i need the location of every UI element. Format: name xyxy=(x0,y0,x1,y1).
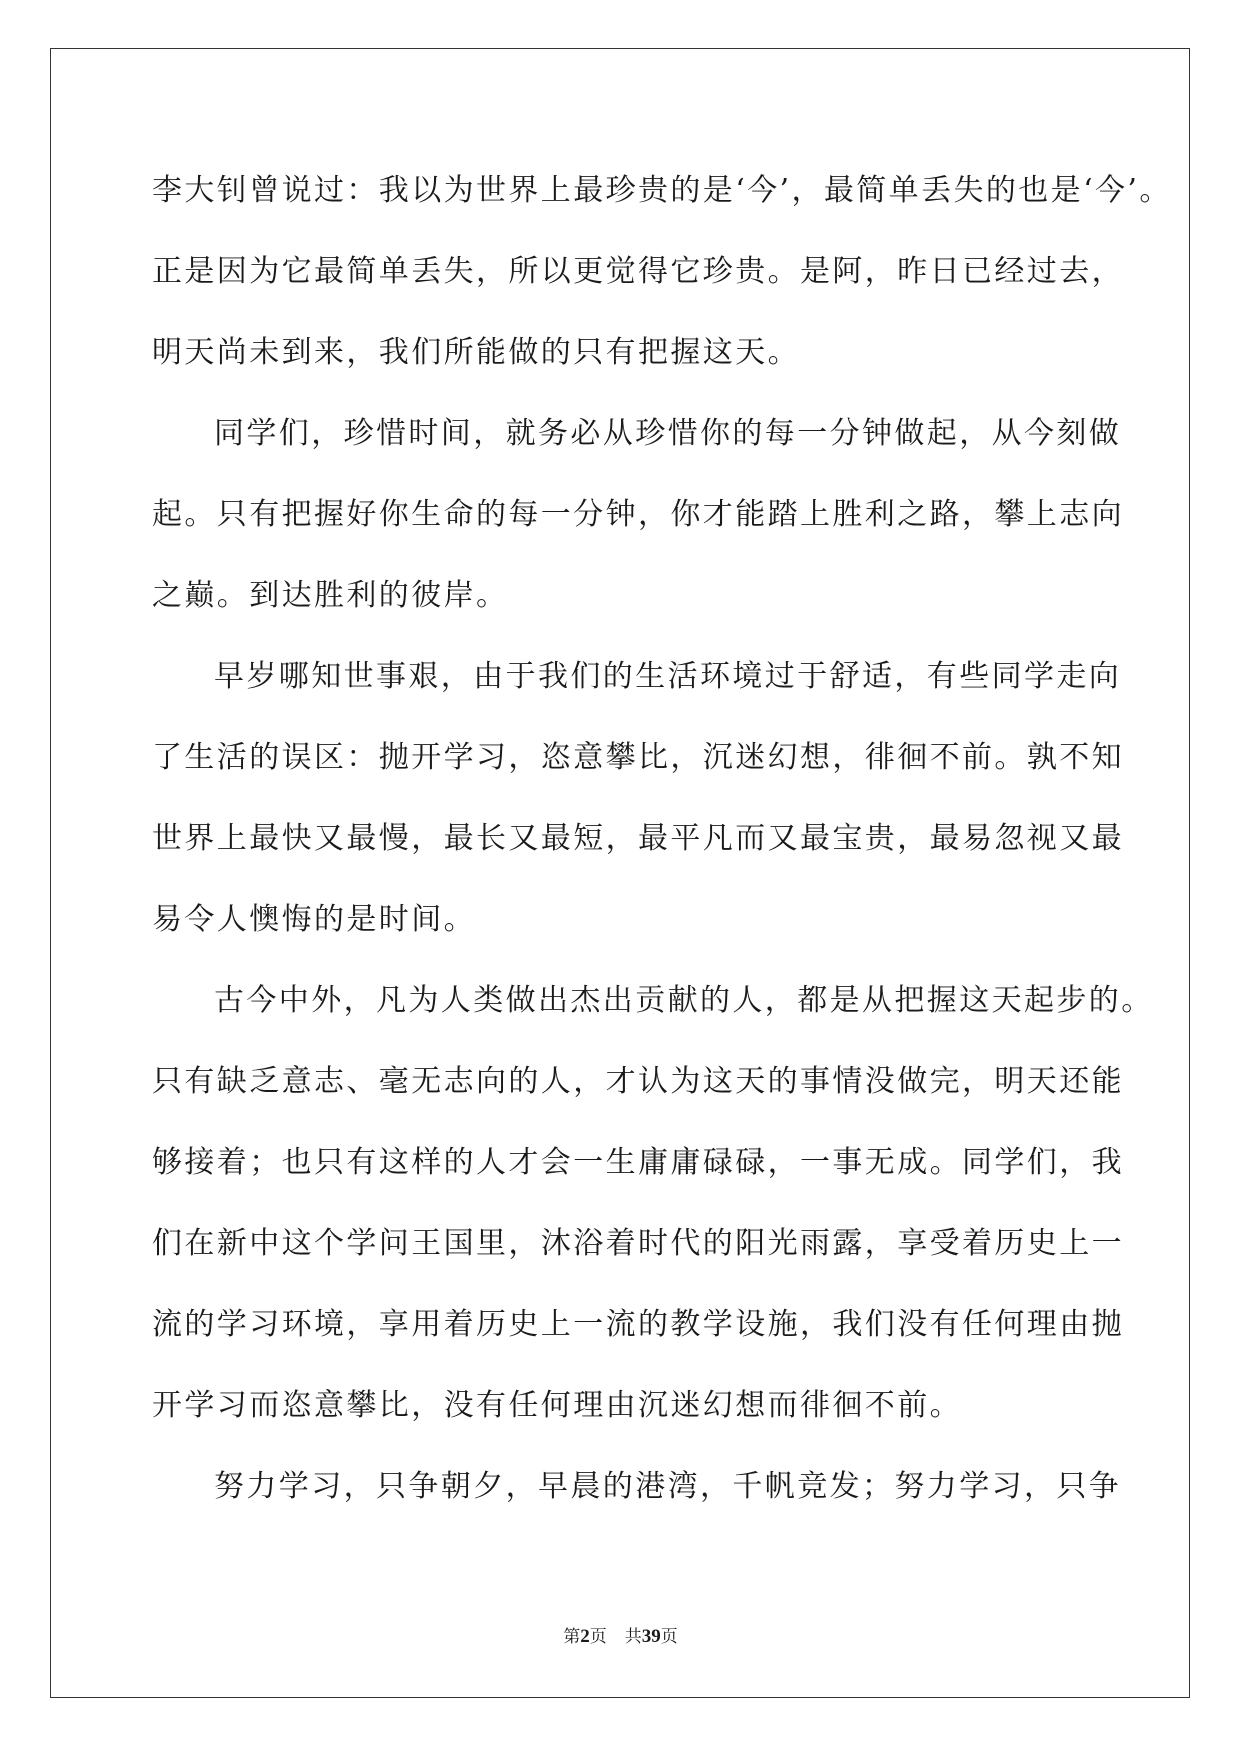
text-line: 正是因为它最简单丢失，所以更觉得它珍贵。是阿，昨日已经过去， xyxy=(152,254,1124,289)
page-number: 2 xyxy=(580,1626,590,1647)
paragraph-start-line: 努力学习，只争朝夕，早晨的港湾，千帆竞发；努力学习，只争 xyxy=(214,1469,1122,1504)
text-line: 开学习而恣意攀比，没有任何理由沉迷幻想而徘徊不前。 xyxy=(152,1388,962,1423)
total-suffix: 页 xyxy=(660,1627,678,1647)
text-line: 起。只有把握好你生命的每一分钟，你才能踏上胜利之路，攀上志向 xyxy=(152,497,1124,532)
document-body xyxy=(152,150,1172,1527)
text-line: 够接着；也只有这样的人才会一生庸庸碌碌，一事无成。同学们，我 xyxy=(152,1145,1124,1180)
page-suffix: 页 xyxy=(589,1627,607,1647)
total-prefix: 共 xyxy=(624,1627,642,1647)
text-line: 世界上最快又最慢，最长又最短，最平凡而又最宝贵，最易忽视又最 xyxy=(152,821,1124,856)
paragraph-start-line: 早岁哪知世事艰，由于我们的生活环境过于舒适，有些同学走向 xyxy=(214,659,1122,694)
total-pages: 39 xyxy=(641,1626,661,1647)
text-line: 李大钊曾说过：我以为世界上最珍贵的是‘今’，最简单丢失的也是‘今’。 xyxy=(152,173,1172,208)
text-line: 们在新中这个学问王国里，沐浴着时代的阳光雨露，享受着历史上一 xyxy=(152,1226,1124,1261)
text-line: 只有缺乏意志、毫无志向的人，才认为这天的事情没做完，明天还能 xyxy=(152,1064,1124,1099)
paragraph-start-line: 同学们，珍惜时间，就务必从珍惜你的每一分钟做起，从今刻做 xyxy=(214,416,1122,451)
paragraph-start-line: 古今中外，凡为人类做出杰出贡献的人，都是从把握这天起步的。 xyxy=(214,983,1154,1018)
text-line: 明天尚未到来，我们所能做的只有把握这天。 xyxy=(152,335,800,370)
text-line: 流的学习环境，享用着历史上一流的教学设施，我们没有任何理由抛 xyxy=(152,1307,1124,1342)
text-line: 了生活的误区：抛开学习，恣意攀比，沉迷幻想，徘徊不前。孰不知 xyxy=(152,740,1124,775)
text-line: 之巅。到达胜利的彼岸。 xyxy=(152,578,509,613)
page-footer xyxy=(0,1622,1241,1648)
page-prefix: 第 xyxy=(563,1627,581,1647)
text-line: 易令人懊悔的是时间。 xyxy=(152,902,476,937)
